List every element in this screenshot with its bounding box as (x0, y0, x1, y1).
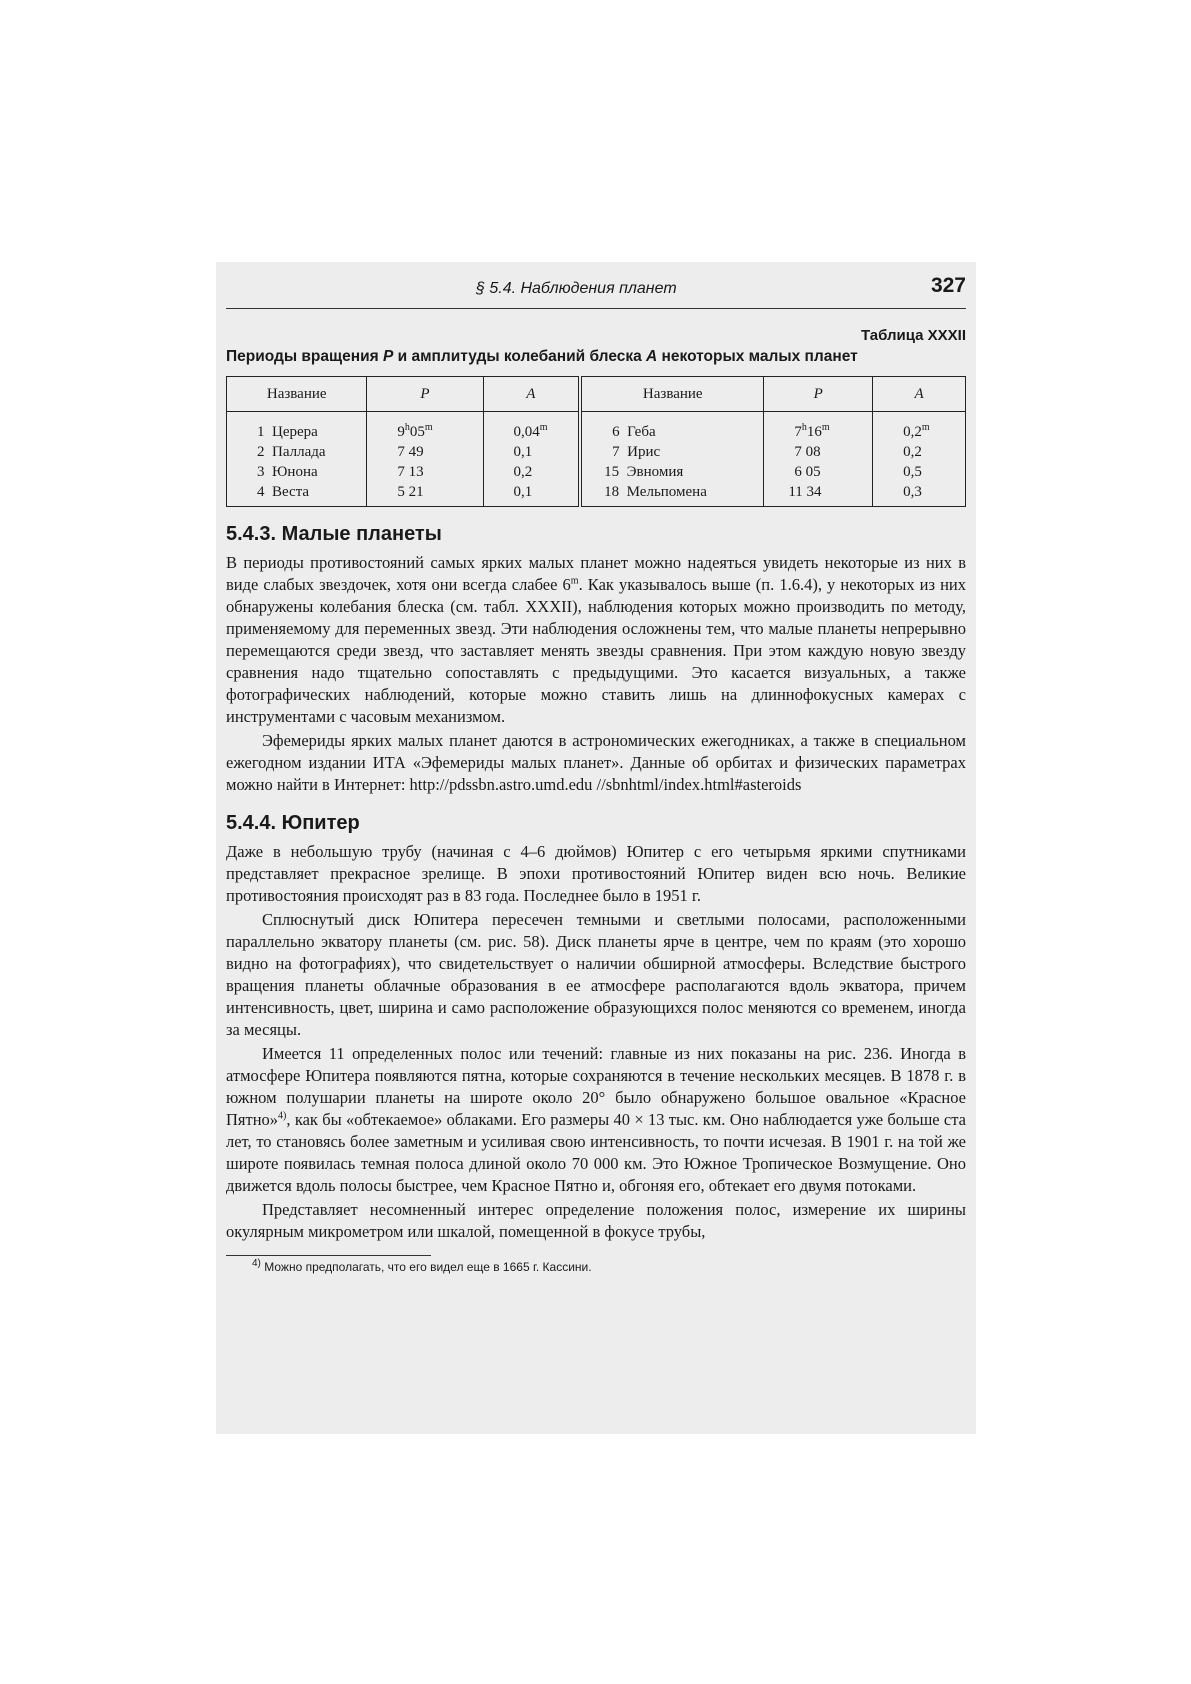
col-header-period-left: P (367, 377, 483, 412)
rotation-period: 7$^h$16$^m$ (764, 412, 873, 443)
paragraph: Эфемериды ярких малых планет даются в астрономических ежегодниках, а также в специальном ежегодном издании ИТА «Эфемериды малых планет». Данные об орбитах и физических параметрах можно найти в Интернет: http://pdssbn.astro.umd.edu //sbnhtml/index.html#asteroids (226, 731, 966, 794)
rotation-period: 11 34 (764, 482, 873, 507)
page-number: 327 (930, 274, 966, 297)
paragraph: Имеется 11 определенных полос или течений: главные из них показаны на рис. 236. Иногда в атмосфере Юпитера появляются пятна, которые сохраняются в течение нескольких месяцев. В 1878 г. в южном полушарии планеты на широте около 20° было обнаружено большое овальное «Красное Пятно»$^{4)}$, как бы «обтекаемое» облаками. Его размеры 40 × 13 тыс. км. Оно наблюдается уже больше ста лет, то становясь более заметным и усиливая свою интенсивность, то почти исчезая. В 1901 г. на той же широте появилась темная полоса длиной около 70 000 км. Это Южное Тропическое Возмущение. Оно движется вдоль полосы быстрее, чем Красное Пятно и, обгоняя его, обтекает его двумя потоками. (226, 1044, 966, 1195)
table-row (227, 442, 966, 462)
paragraph: Представляет несомненный интерес определение положения полос, измерение их ширины окулярным микрометром или шкалой, помещенной в фокусе трубы, (226, 1200, 966, 1241)
amplitude: 0,1 (483, 442, 580, 462)
rotation-period: 9$^h$05$^m$ (367, 412, 483, 443)
footnote: $^{4)}$ Можно предполагать, что его видел еще в 1665 г. Кассини. (252, 1258, 592, 1274)
table-row (227, 462, 966, 482)
amplitude: 0,2 (873, 442, 966, 462)
amplitude: 0,2 (483, 462, 580, 482)
paragraph: В периоды противостояний самых ярких малых планет можно надеяться увидеть некоторые из них в виде слабых звездочек, хотя они всегда слабее 6$^m$. Как указывалось выше (п. 1.6.4), у некоторых из них обнаружены колебания блеска (см. табл. XXXII), наблюдения которых можно производить по методу, применяемому для переменных звезд. Эти наблюдения осложнены тем, что малые планеты непрерывно перемещаются среди звезд, что заставляет менять звезды сравнения. При этом каждую новую звезду сравнения надо тщательно сопоставлять с предыдущими. Это касается визуальных, а также фотографических наблюдений, которые можно ставить лишь на длиннофокусных камерах с инструментами с часовым механизмом. (226, 553, 966, 726)
page-content (226, 268, 966, 1274)
table-row (227, 412, 966, 443)
amplitude: 0,1 (483, 482, 580, 507)
rotation-period: 7 08 (764, 442, 873, 462)
amplitude: 0,2$^m$ (873, 412, 966, 443)
asteroid-name: 3 Юнона (227, 462, 367, 482)
amplitude: 0,5 (873, 462, 966, 482)
asteroid-name: 2 Паллада (227, 442, 367, 462)
running-header (226, 268, 966, 309)
col-header-period-right: P (764, 377, 873, 412)
footnote-divider (226, 1255, 431, 1256)
asteroid-name: 4 Веста (227, 482, 367, 507)
table-caption: Периоды вращения P и амплитуды колебаний блеска A некоторых малых планет (226, 348, 858, 365)
running-title: § 5.4. Наблюдения планет (476, 280, 677, 297)
col-header-amplitude-left: A (483, 377, 580, 412)
col-header-amplitude-right: A (873, 377, 966, 412)
asteroid-name: 18 Мельпомена (580, 482, 764, 507)
asteroid-name: 6 Геба (580, 412, 764, 443)
col-header-name-right: Название (580, 377, 764, 412)
asteroid-name: 15 Эвномия (580, 462, 764, 482)
table-header-row (227, 377, 966, 412)
rotation-period: 5 21 (367, 482, 483, 507)
asteroid-rotation-table (226, 376, 966, 507)
table-label: Таблица XXXII (860, 327, 966, 344)
rotation-period: 7 49 (367, 442, 483, 462)
amplitude: 0,04$^m$ (483, 412, 580, 443)
paragraph: Даже в небольшую трубу (начиная с 4–6 дюймов) Юпитер с его четырьмя яркими спутниками представляет прекрасное зрелище. В эпохи противостояний Юпитер виден всю ночь. Великие противостояния происходят раз в 83 года. Последнее было в 1951 г. (226, 842, 966, 905)
rotation-period: 7 13 (367, 462, 483, 482)
asteroid-name: 1 Церера (227, 412, 367, 443)
table-row (227, 482, 966, 507)
section-heading-jupiter: 5.4.4. Юпитер (226, 812, 360, 834)
rotation-period: 6 05 (764, 462, 873, 482)
section-heading-minor-planets: 5.4.3. Малые планеты (226, 523, 442, 545)
col-header-name-left: Название (227, 377, 367, 412)
amplitude: 0,3 (873, 482, 966, 507)
paragraph: Сплюснутый диск Юпитера пересечен темными и светлыми полосами, расположенными параллельно экватору планеты (см. рис. 58). Диск планеты ярче в центре, чем по краям (это хорошо видно на фотографиях), что свидетельствует о наличии обширной атмосферы. Вследствие быстрого вращения планеты облачные образования в ее атмосфере располагаются вдоль экватора, причем интенсивность, цвет, ширина и само расположение образующихся полос меняются со временем, иногда за месяцы. (226, 910, 966, 1039)
asteroid-name: 7 Ирис (580, 442, 764, 462)
